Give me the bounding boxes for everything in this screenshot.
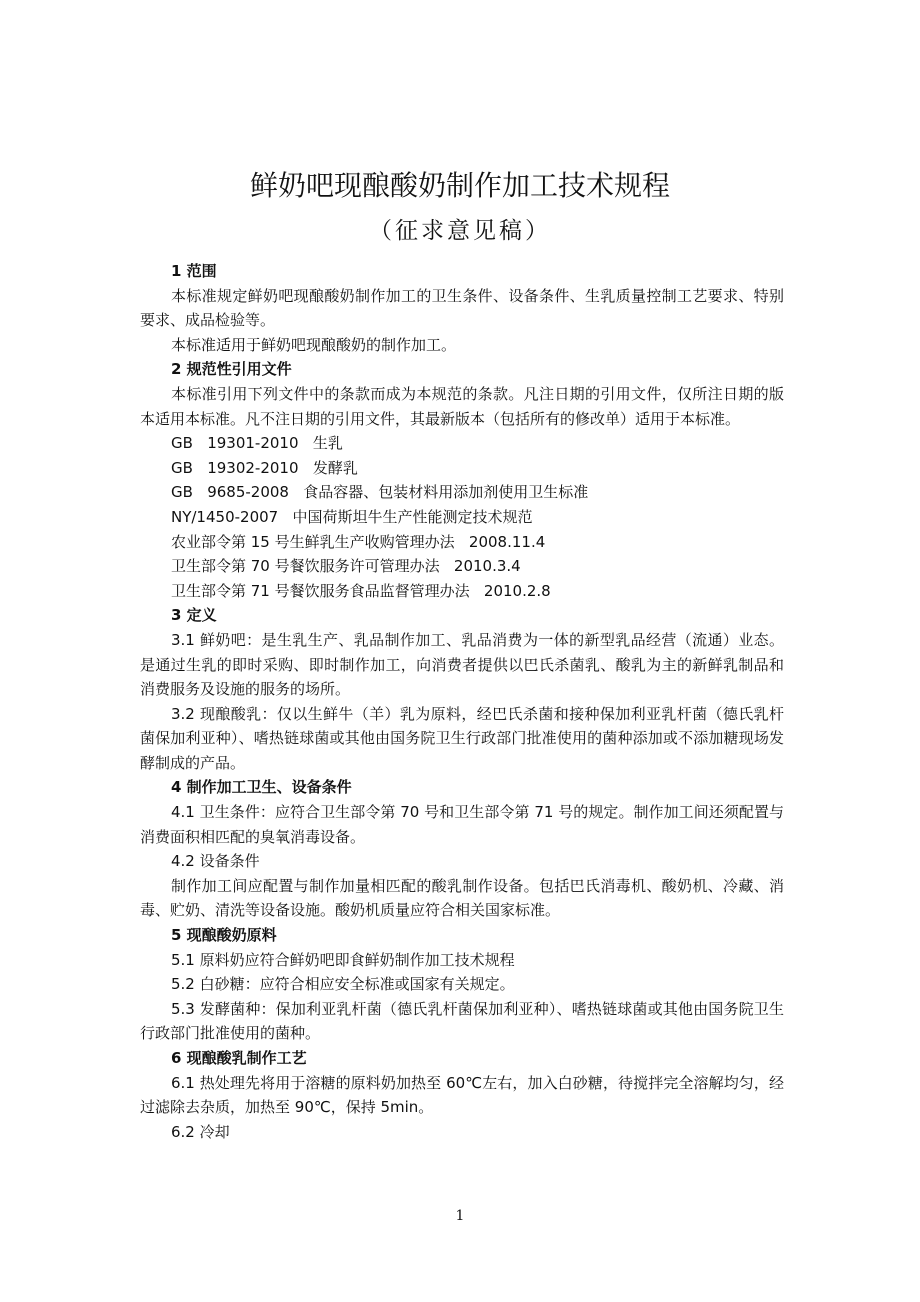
paragraph: 4.2 设备条件 bbox=[171, 852, 260, 871]
section-heading: 3 定义 bbox=[171, 606, 217, 625]
section-heading: 5 现酿酸奶原料 bbox=[171, 926, 277, 945]
paragraph: 4.1 卫生条件：应符合卫生部令第 70 号和卫生部令第 71 号的规定。制作加工间还须配置与消费面积相匹配的臭氧消毒设备。 bbox=[140, 803, 784, 846]
document-subtitle: （征求意见稿） bbox=[369, 218, 551, 244]
reference-item: 农业部令第 15 号生鲜乳生产收购管理办法 2008.11.4 bbox=[171, 532, 546, 551]
paragraph: 本标准适用于鲜奶吧现酿酸奶的制作加工。 bbox=[171, 335, 457, 354]
reference-item: NY/1450-2007 中国荷斯坦牛生产性能测定技术规范 bbox=[171, 507, 533, 526]
paragraph: 5.3 发酵菌种：保加利亚乳杆菌（德氏乳杆菌保加利亚种）、嗜热链球菌或其他由国务院卫生行政部门批准使用的菌种。 bbox=[140, 999, 784, 1043]
paragraph: 3.1 鲜奶吧：是生乳生产、乳品制作加工、乳品消费为一体的新型乳品经营（流通）业态。是通过生乳的即时采购、即时制作加工，向消费者提供以巴氏杀菌乳、酸乳为主的新鲜乳制品和消费服务及设施的服务的场所。 bbox=[140, 630, 784, 699]
paragraph: 本标准规定鲜奶吧现酿酸奶制作加工的卫生条件、设备条件、生乳质量控制工艺要求、特别要求、成品检验等。 bbox=[140, 286, 784, 330]
paragraph: 3.2 现酿酸乳：仅以生鲜牛（羊）乳为原料，经巴氏杀菌和接种保加利亚乳杆菌（德氏乳杆菌保加利亚种）、嗜热链球菌或其他由国务院卫生行政部门批准使用的菌种添加或不添加糖现场发酵制成的产品。 bbox=[140, 704, 784, 772]
paragraph: 6.2 冷却 bbox=[171, 1122, 230, 1141]
page-number: 1 bbox=[455, 1208, 465, 1224]
section-heading: 2 规范性引用文件 bbox=[171, 360, 292, 379]
paragraph: 本标准引用下列文件中的条款而成为本规范的条款。凡注日期的引用文件，仅所注日期的版本适用本标准。凡不注日期的引用文件，其最新版本（包括所有的修改单）适用于本标准。 bbox=[140, 384, 784, 428]
reference-item: GB 19301-2010 生乳 bbox=[171, 434, 343, 453]
paragraph: 制作加工间应配置与制作加量相匹配的酸乳制作设备。包括巴氏消毒机、酸奶机、冷藏、消毒、贮奶、清洗等设备设施。酸奶机质量应符合相关国家标准。 bbox=[140, 876, 784, 920]
section-heading: 6 现酿酸乳制作工艺 bbox=[171, 1049, 307, 1067]
reference-item: 卫生部令第 70 号餐饮服务许可管理办法 2010.3.4 bbox=[171, 557, 521, 576]
section-heading: 1 范围 bbox=[171, 262, 217, 280]
paragraph: 6.1 热处理先将用于溶糖的原料奶加热至 60℃左右，加入白砂糖，待搅拌完全溶解均匀，经过滤除去杂质，加热至 90℃，保持 5min。 bbox=[140, 1073, 784, 1117]
document-body bbox=[140, 259, 784, 1144]
reference-item: GB 9685-2008 食品容器、包装材料用添加剂使用卫生标准 bbox=[171, 483, 589, 502]
section-heading: 4 制作加工卫生、设备条件 bbox=[171, 778, 352, 797]
reference-item: GB 19302-2010 发酵乳 bbox=[171, 458, 358, 477]
paragraph: 5.2 白砂糖：应符合相应安全标准或国家有关规定。 bbox=[171, 975, 515, 994]
document-title: 鲜奶吧现酿酸奶制作加工技术规程 bbox=[249, 169, 670, 202]
paragraph: 5.1 原料奶应符合鲜奶吧即食鲜奶制作加工技术规程 bbox=[171, 950, 515, 969]
reference-item: 卫生部令第 71 号餐饮服务食品监督管理办法 2010.2.8 bbox=[171, 581, 551, 600]
